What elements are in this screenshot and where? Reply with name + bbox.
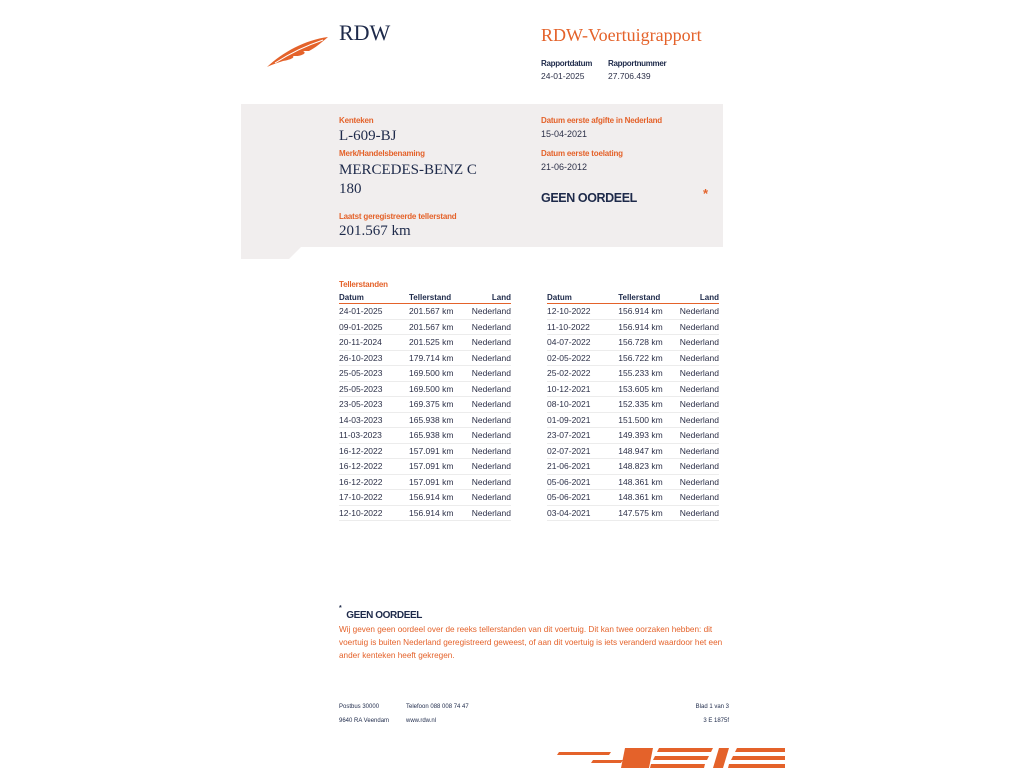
footer-address-line2: 9640 RA Veendam [339,718,390,724]
reading-country: Nederland [471,490,511,506]
reading-value: 149.393 km [618,428,680,444]
report-date-label: Rapportdatum [541,59,593,68]
table-row [339,428,511,444]
reading-value: 156.914 km [618,319,680,335]
reading-country: Nederland [680,412,719,428]
reading-date: 12-10-2022 [547,304,618,320]
reading-value: 157.091 km [409,474,471,490]
reading-country: Nederland [680,397,719,413]
reading-date: 17-10-2022 [339,490,409,506]
first-admission-value: 21-06-2012 [541,162,588,172]
reading-date: 16-12-2022 [339,474,409,490]
table-row [547,304,719,320]
reading-country: Nederland [680,428,719,444]
reading-date: 14-03-2023 [339,412,409,428]
reading-country: Nederland [680,366,719,382]
table-row [547,443,719,459]
reading-value: 157.091 km [409,459,471,475]
reading-value: 148.947 km [618,443,680,459]
table-row [339,397,511,413]
reading-country: Nederland [471,505,511,521]
decorative-stripes-icon [553,746,785,768]
reading-date: 01-09-2021 [547,412,618,428]
reading-country: Nederland [471,443,511,459]
report-number-label: Rapportnummer [608,59,667,68]
reading-date: 24-01-2025 [339,304,409,320]
footer-phone: Telefoon 088 008 74 47 [406,704,469,710]
reading-date: 04-07-2022 [547,335,618,351]
reading-value: 165.938 km [409,428,471,444]
plate-label: Kenteken [339,116,374,125]
footer-address-line1: Postbus 30000 [339,704,380,710]
reading-value: 169.500 km [409,366,471,382]
reading-value: 156.722 km [618,350,680,366]
report-number: 27.706.439 [608,71,651,81]
table-row [547,474,719,490]
table-row [547,350,719,366]
plate-value: L-609-BJ [339,128,397,144]
reading-country: Nederland [680,350,719,366]
reading-country: Nederland [680,443,719,459]
readings-table-right [547,292,719,521]
reading-date: 03-04-2021 [547,505,618,521]
table-row [339,381,511,397]
note-title: GEEN OORDEEL [346,610,422,621]
table-row [339,412,511,428]
reading-country: Nederland [471,459,511,475]
reading-value: 169.375 km [409,397,471,413]
reading-country: Nederland [680,490,719,506]
reading-date: 02-07-2021 [547,443,618,459]
reading-country: Nederland [680,459,719,475]
table-row [339,335,511,351]
reading-country: Nederland [680,335,719,351]
table-row [547,412,719,428]
readings-table-left [339,292,511,521]
reading-date: 12-10-2022 [339,505,409,521]
reading-date: 16-12-2022 [339,459,409,475]
table-row [547,366,719,382]
vehicle-info-panel [241,104,723,247]
reading-date: 21-06-2021 [547,459,618,475]
table-row [339,490,511,506]
column-header-country: Land [680,292,719,304]
reading-country: Nederland [471,335,511,351]
table-row [339,304,511,320]
reading-date: 16-12-2022 [339,443,409,459]
reading-value: 148.361 km [618,490,680,506]
reading-value: 148.823 km [618,459,680,475]
reading-value: 156.914 km [618,304,680,320]
reading-country: Nederland [680,505,719,521]
reading-country: Nederland [680,304,719,320]
table-row [547,459,719,475]
reading-date: 11-10-2022 [547,319,618,335]
reading-value: 151.500 km [618,412,680,428]
note-line: voertuig is buiten Nederland geregistreerd geweest, of aan dit voertuig is iets veranderd waardoor het een [339,638,723,647]
readings-title: Tellerstanden [339,280,388,289]
panel-notch-shape [241,247,301,259]
table-row [339,319,511,335]
reading-date: 26-10-2023 [339,350,409,366]
reading-country: Nederland [680,474,719,490]
table-row [339,459,511,475]
reading-value: 169.500 km [409,381,471,397]
odometer-label: Laatst geregistreerde tellerstand [339,212,457,221]
reading-value: 201.525 km [409,335,471,351]
column-header-date: Datum [547,292,618,304]
reading-value: 165.938 km [409,412,471,428]
reading-value: 156.914 km [409,490,471,506]
table-row [547,335,719,351]
reading-date: 08-10-2021 [547,397,618,413]
reading-value: 157.091 km [409,443,471,459]
reading-value: 152.335 km [618,397,680,413]
make-label: Merk/Handelsbenaming [339,149,425,158]
table-row [339,366,511,382]
reading-country: Nederland [680,319,719,335]
reading-country: Nederland [680,381,719,397]
note-line: Wij geven geen oordeel over de reeks tellerstanden van dit voertuig. Dit kan twee oorzaken hebben: dit [339,625,713,634]
reading-country: Nederland [471,319,511,335]
table-row [547,397,719,413]
footer-page: Blad 1 van 3 [695,704,729,710]
brand-name: RDW [339,20,391,45]
reading-date: 05-06-2021 [547,474,618,490]
reading-date: 25-02-2022 [547,366,618,382]
reading-date: 05-06-2021 [547,490,618,506]
table-row [339,350,511,366]
reading-country: Nederland [471,412,511,428]
table-row [339,505,511,521]
table-row [547,490,719,506]
reading-country: Nederland [471,366,511,382]
column-header-reading: Tellerstand [409,292,471,304]
reading-value: 201.567 km [409,319,471,335]
reading-country: Nederland [471,474,511,490]
make-value-line2: 180 [339,181,362,197]
rdw-logo-icon [265,34,331,70]
reading-date: 11-03-2023 [339,428,409,444]
reading-value: 156.728 km [618,335,680,351]
reading-date: 20-11-2024 [339,335,409,351]
table-row [547,505,719,521]
reading-value: 147.575 km [618,505,680,521]
reading-value: 148.361 km [618,474,680,490]
column-header-country: Land [471,292,511,304]
reading-country: Nederland [471,304,511,320]
reading-date: 23-05-2023 [339,397,409,413]
verdict: GEEN OORDEEL [541,191,637,205]
odometer-value: 201.567 km [339,223,411,239]
report-title: RDW-Voertuigrapport [541,25,702,45]
note-line: ander kenteken heeft gekregen. [339,651,455,660]
reading-date: 09-01-2025 [339,319,409,335]
table-row [547,381,719,397]
table-row [547,428,719,444]
reading-value: 156.914 km [409,505,471,521]
verdict-asterisk: * [703,186,709,201]
note-asterisk: * [339,605,342,612]
reading-value: 153.605 km [618,381,680,397]
table-row [339,474,511,490]
reading-date: 02-05-2022 [547,350,618,366]
reading-value: 155.233 km [618,366,680,382]
table-row [339,443,511,459]
reading-value: 179.714 km [409,350,471,366]
table-row [547,319,719,335]
reading-date: 25-05-2023 [339,381,409,397]
reading-country: Nederland [471,381,511,397]
column-header-reading: Tellerstand [618,292,680,304]
report-date: 24-01-2025 [541,71,585,81]
reading-country: Nederland [471,350,511,366]
footer-code: 3 E 1875f [703,718,729,724]
note-heading [339,605,422,623]
reading-value: 201.567 km [409,304,471,320]
first-admission-label: Datum eerste toelating [541,149,623,158]
first-nl-value: 15-04-2021 [541,129,588,139]
first-nl-label: Datum eerste afgifte in Nederland [541,116,662,125]
reading-date: 25-05-2023 [339,366,409,382]
footer-website: www.rdw.nl [406,718,437,724]
column-header-date: Datum [339,292,409,304]
note-text [339,623,722,662]
make-value-line1: MERCEDES-BENZ C [339,162,477,178]
reading-country: Nederland [471,397,511,413]
reading-country: Nederland [471,428,511,444]
reading-date: 23-07-2021 [547,428,618,444]
reading-date: 10-12-2021 [547,381,618,397]
